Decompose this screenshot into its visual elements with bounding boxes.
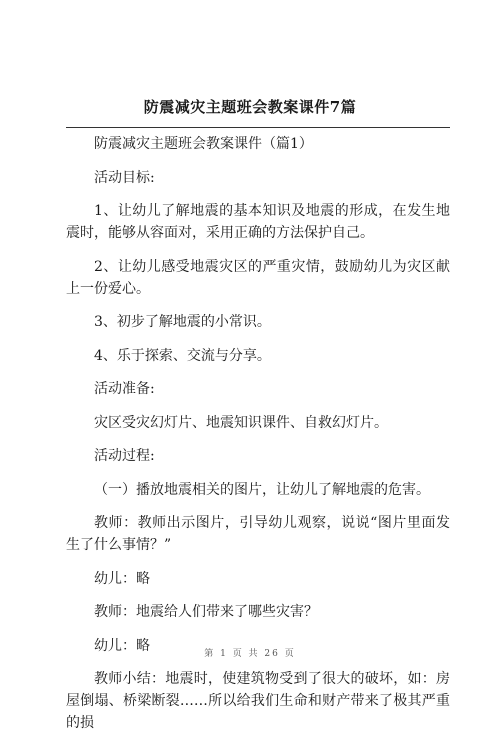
paragraph: 活动过程: — [94, 448, 155, 464]
paragraph: 2、让幼儿感受地震灾区的严重灾情，鼓励幼儿为灾区献上一份爱心。 — [66, 258, 450, 297]
paragraph: 灾区受灾幻灯片、地震知识课件、自救幻灯片。 — [94, 414, 388, 431]
paragraph: 1、让幼儿了解地震的基本知识及地震的形成，在发生地震时，能够从容面对，采用正确的方法保护自己。 — [66, 203, 450, 241]
paragraph: 幼儿：略 — [94, 637, 150, 654]
paragraph: 4、乐于探索、交流与分享。 — [94, 347, 271, 364]
document-title: 防震减灾主题班会教案课件7篇 — [143, 98, 357, 116]
paragraph: （一）播放地震相关的图片，让幼儿了解地震的危害。 — [94, 481, 430, 498]
paragraph: 教师：地震给人们带来了哪些灾害？ — [94, 604, 318, 620]
paragraph: 教师小结：地震时，使建筑物受到了很大的破坏，如：房屋倒塌、桥梁断裂……所以给我们生命和财产带来了极其严重的损 — [66, 671, 450, 731]
paragraph: 3、初步了解地震的小常识。 — [94, 314, 271, 330]
paragraph: 活动目标: — [94, 169, 155, 186]
section-heading: 防震减灾主题班会教案课件（篇1） — [94, 136, 313, 152]
page-footer: 第 1 页 共 26 页 — [204, 649, 296, 659]
paragraph: 幼儿：略 — [94, 570, 150, 587]
paragraph: 教师：教师出示图片，引导幼儿观察，说说“图片里面发生了什么事情？” — [66, 515, 450, 553]
title-divider — [66, 127, 450, 128]
paragraph: 活动准备: — [94, 381, 155, 397]
